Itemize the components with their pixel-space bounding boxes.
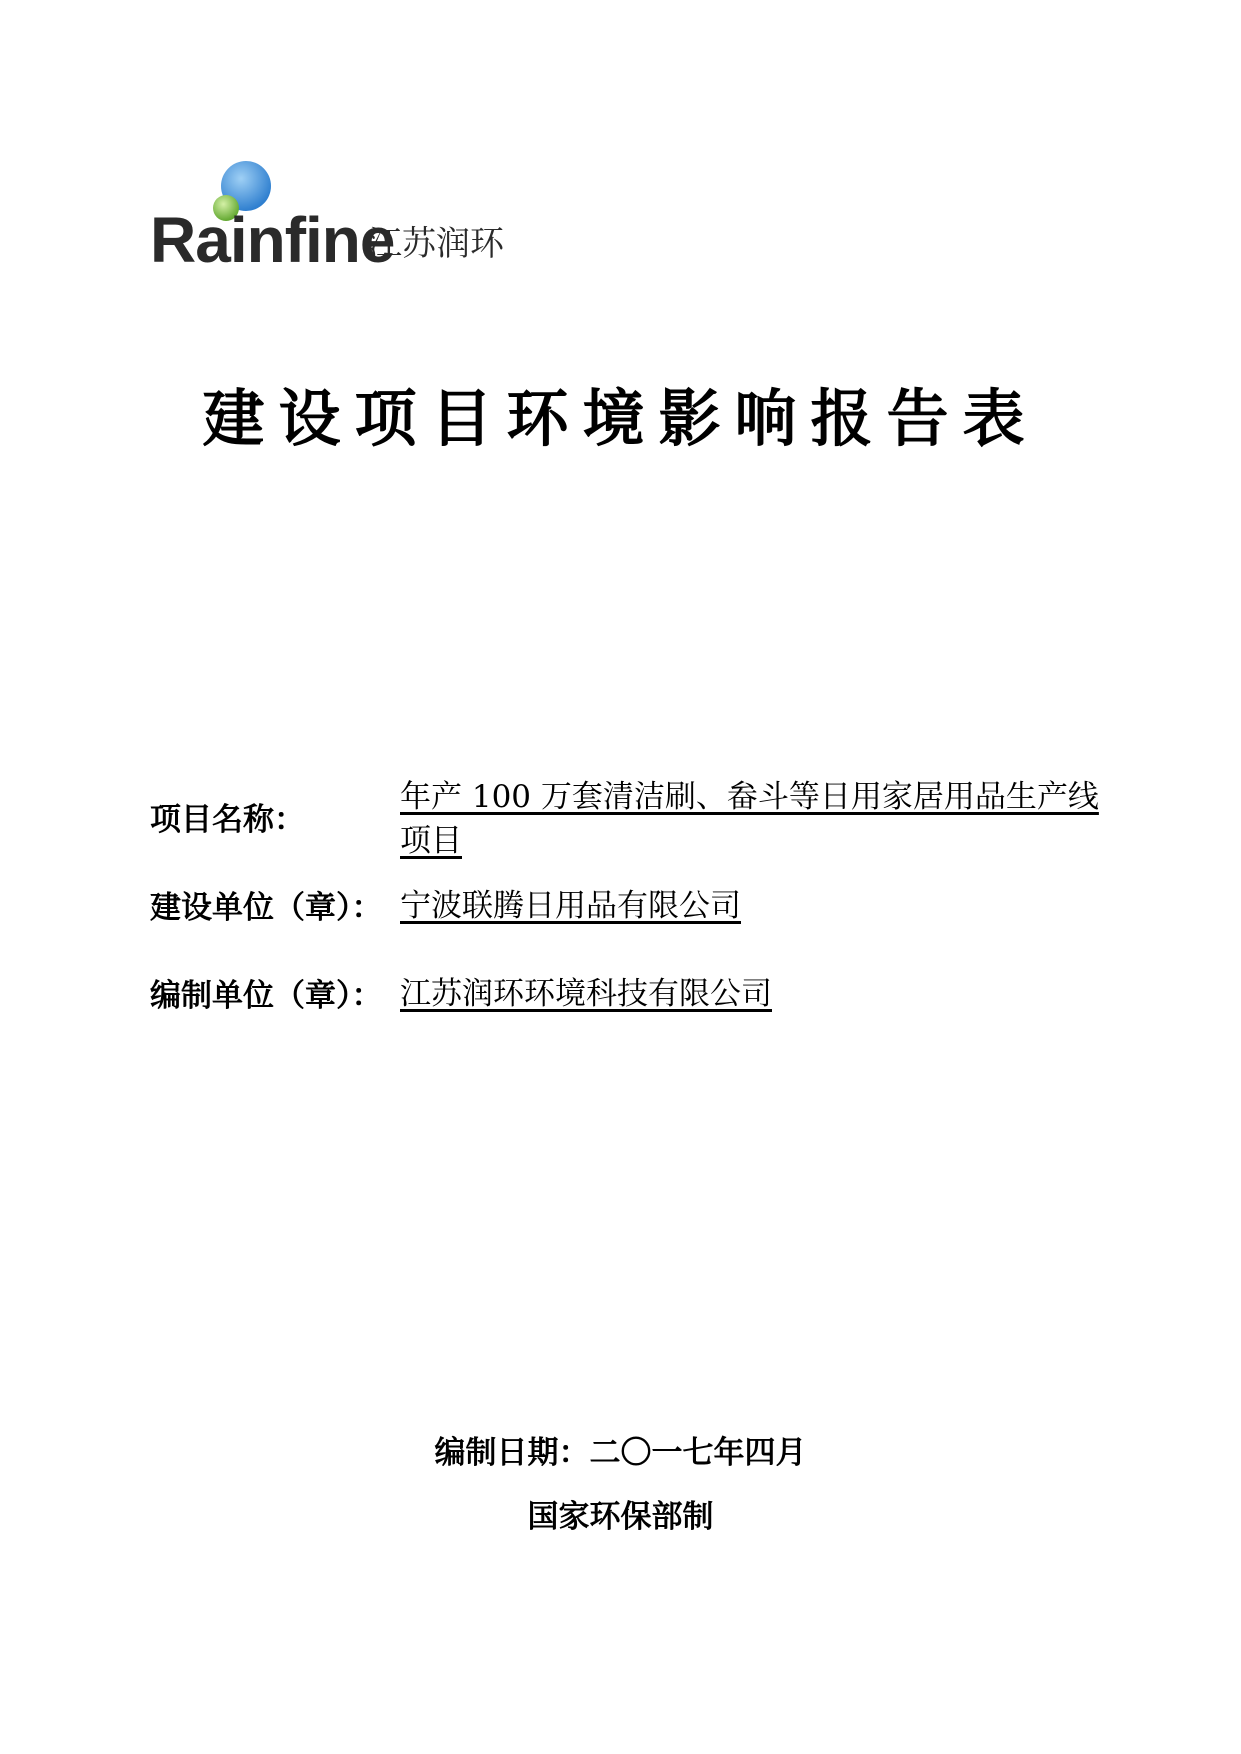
company-logo (150, 160, 530, 280)
issuer: 国家环保部制 (527, 1499, 714, 1535)
compiler-label: 编制单位（章）： (150, 978, 383, 1014)
project-name-label: 项目名称： (150, 802, 305, 838)
compile-date: 编制日期：二〇一七年四月 (434, 1435, 807, 1471)
builder-label: 建设单位（章）： (150, 890, 383, 926)
builder-value: 宁波联腾日用品有限公司 (400, 888, 741, 924)
logo-chinese-name: 江苏润环 (368, 224, 504, 264)
document-title: 建设项目环境影响报告表 (202, 382, 1039, 455)
logo-wordmark: Rainfine (150, 204, 395, 276)
compiler-value: 江苏润环环境科技有限公司 (400, 976, 772, 1012)
project-name-value: 年产 100 万套清洁刷、畚斗等日用家居用品生产线项目 (400, 779, 1099, 859)
